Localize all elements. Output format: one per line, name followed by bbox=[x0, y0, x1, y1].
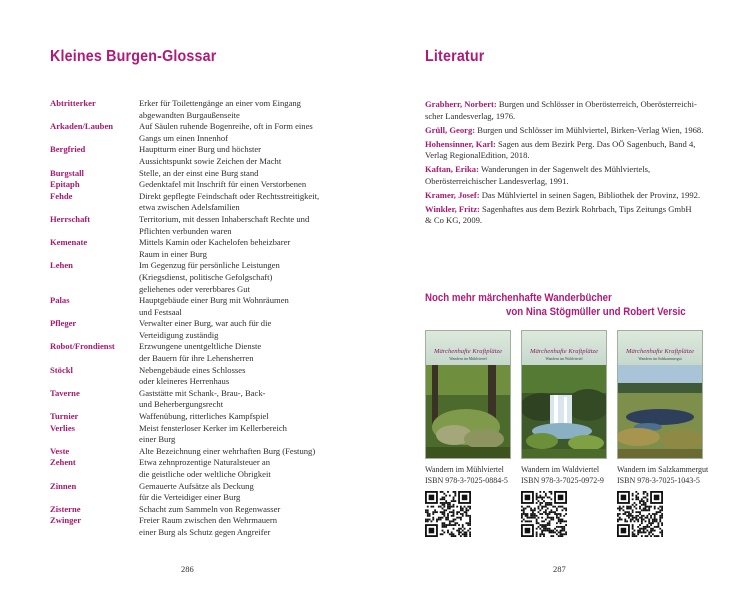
literature-text: & Co KG, 2009. bbox=[425, 215, 483, 226]
glossary-term: Zisterne bbox=[50, 503, 81, 514]
definition-line: für die Verteidiger einer Burg bbox=[139, 492, 241, 503]
book-isbn: ISBN 978-3-7025-0884-5 bbox=[425, 475, 508, 485]
glossary-definition bbox=[139, 411, 350, 423]
literature-author: Winkler, Fritz: bbox=[425, 203, 480, 214]
glossary-term: Zwinger bbox=[50, 515, 82, 526]
literature-author: Grabherr, Norbert: bbox=[425, 99, 497, 109]
glossary-term: Lehen bbox=[50, 260, 73, 271]
definition-line: Aussichtspunkt sowie Zeichen der Macht bbox=[139, 155, 282, 166]
glossary-definition bbox=[139, 504, 350, 516]
moor-photo bbox=[618, 365, 702, 458]
definition-line: Pflichten verbunden waren bbox=[139, 225, 232, 236]
book-title: Wandern im Mühlviertel bbox=[425, 465, 504, 474]
literature-author: Hohensinner, Karl: bbox=[425, 138, 496, 149]
definition-line: Stelle, an der einst eine Burg stand bbox=[139, 167, 259, 178]
definition-line: Gaststätte mit Schank-, Brau-, Back- bbox=[139, 387, 266, 398]
definition-line: Gedenktafel mit Inschrift für einen Verstorbenen bbox=[139, 179, 307, 190]
book-cover-title: Märchenhafte Kraftplätze bbox=[529, 348, 599, 355]
literature-text: scher Landesverlag, 1976. bbox=[425, 110, 516, 121]
glossary-term: Zehent bbox=[50, 457, 76, 468]
glossary-entry bbox=[50, 214, 350, 237]
glossary-term: Turnier bbox=[50, 411, 79, 422]
glossary-entry bbox=[50, 144, 350, 167]
definition-line: Erzwungene unentgeltliche Dienste bbox=[139, 341, 262, 352]
forest-photo bbox=[426, 365, 510, 458]
definition-line: der Bauern für ihre Lehensherren bbox=[139, 353, 254, 364]
literature-entry bbox=[425, 190, 715, 202]
glossary-entry bbox=[50, 515, 350, 538]
book-cover-subtitle: Wandern im Salzkammergut bbox=[638, 357, 682, 361]
glossary-list bbox=[50, 98, 350, 539]
definition-line: Territorium, mit dessen Inhaberschaft Rechte und bbox=[139, 213, 310, 224]
glossary-entry bbox=[50, 423, 350, 446]
glossary-definition bbox=[139, 481, 350, 504]
glossary-term: Robot/Frondienst bbox=[50, 341, 115, 352]
literature-text: Burgen und Schlösser im Mühlviertel, Birken-Verlag Wien, 1968. bbox=[475, 124, 704, 135]
literature-text: Das Mühlviertel in seinen Sagen, Bibliothek der Provinz, 1992. bbox=[479, 189, 701, 200]
glossary-term: Palas bbox=[50, 295, 70, 306]
promo-line-1: Noch mehr märchenhafte Wanderbücher bbox=[425, 292, 612, 304]
definition-line: und Beherbergungsrecht bbox=[139, 399, 224, 410]
definition-line: die geistliche oder weltliche Obrigkeit bbox=[139, 469, 271, 479]
book-isbn: ISBN 978-3-7025-1043-5 bbox=[617, 475, 700, 485]
definition-line: Hauptgebäude einer Burg mit Wohnräumen bbox=[139, 295, 289, 306]
literature-line bbox=[425, 176, 715, 188]
literature-line bbox=[425, 139, 715, 151]
book-caption-1 bbox=[425, 465, 508, 486]
definition-line: Gangs um einen Innenhof bbox=[139, 132, 229, 143]
literature-author: Kaftan, Erika: bbox=[425, 164, 479, 175]
glossary-definition bbox=[139, 423, 350, 446]
definition-line: Etwa zehnprozentige Naturalsteuer an bbox=[139, 457, 270, 468]
definition-line: einer Burg als Schutz gegen Angreifer bbox=[139, 526, 271, 537]
book-isbn: ISBN 978-3-7025-0972-9 bbox=[521, 475, 604, 485]
literature-entry bbox=[425, 164, 715, 187]
glossary-term: Veste bbox=[50, 445, 70, 456]
definition-line: Hauptturm einer Burg und höchster bbox=[139, 144, 262, 155]
definition-line: oder kleineres Herrenhaus bbox=[139, 376, 230, 387]
book-caption-3 bbox=[617, 465, 708, 486]
glossary-entry bbox=[50, 411, 350, 423]
glossary-entry bbox=[50, 504, 350, 516]
book-cover-title: Märchenhafte Kraftplätze bbox=[433, 348, 503, 355]
glossary-entry bbox=[50, 237, 350, 260]
literature-line bbox=[425, 215, 715, 227]
glossary-entry bbox=[50, 98, 350, 121]
definition-line: Waffenübung, ritterliches Kampfspiel bbox=[139, 411, 269, 422]
glossary-definition bbox=[139, 457, 350, 480]
literature-author: Kramer, Josef: bbox=[425, 189, 480, 200]
definition-line: etwa zwischen Adelsfamilien bbox=[139, 202, 240, 213]
literature-line bbox=[425, 111, 715, 123]
definition-line: abgewandten Burgaußenseite bbox=[139, 109, 240, 120]
definition-line: Schacht zum Sammeln von Regenwasser bbox=[139, 503, 281, 514]
literature-line bbox=[425, 204, 715, 216]
glossary-entry bbox=[50, 318, 350, 341]
glossary-heading: Kleines Burgen-Glossar bbox=[50, 48, 217, 65]
book-cover-subtitle: Wandern im Mühlviertel bbox=[449, 357, 487, 361]
glossary-entry bbox=[50, 121, 350, 144]
page-number-left: 286 bbox=[181, 564, 194, 574]
glossary-definition bbox=[139, 98, 350, 121]
literature-text: Sagen aus dem Bezirk Perg. Das OÖ Sagenbuch, Band 4, bbox=[495, 138, 696, 149]
literature-heading: Literatur bbox=[425, 48, 485, 65]
glossary-definition bbox=[139, 365, 350, 388]
glossary-term: Burgstall bbox=[50, 167, 84, 178]
definition-line: Mittels Kamin oder Kachelofen beheizbarer bbox=[139, 237, 291, 248]
literature-text: Burgen und Schlösser in Oberösterreich, Oberösterreichi- bbox=[496, 99, 697, 109]
glossary-entry bbox=[50, 365, 350, 388]
qr-code-icon[interactable] bbox=[617, 491, 663, 537]
literature-text: Verlag RegionalEdition, 2018. bbox=[425, 150, 530, 161]
book-title: Wandern im Salzkammergut bbox=[617, 465, 709, 474]
book-cover-muehlviertel bbox=[425, 330, 511, 459]
definition-line: Direkt gepflegte Feindschaft oder Rechtsstreitigkeit, bbox=[139, 190, 320, 201]
literature-line bbox=[425, 99, 715, 111]
glossary-term: Herrschaft bbox=[50, 213, 91, 224]
waterfall-photo bbox=[522, 365, 606, 458]
glossary-entry bbox=[50, 295, 350, 318]
glossary-definition bbox=[139, 388, 350, 411]
qr-code-icon[interactable] bbox=[425, 491, 471, 537]
glossary-definition bbox=[139, 446, 350, 458]
literature-entry bbox=[425, 99, 715, 122]
literature-list bbox=[425, 99, 715, 229]
definition-line: Erker für Toilettengänge an einer vom Eingang bbox=[139, 98, 301, 108]
book-title: Wandern im Waldviertel bbox=[521, 465, 600, 474]
glossary-entry bbox=[50, 341, 350, 364]
glossary-definition bbox=[139, 237, 350, 260]
definition-line: Alte Bezeichnung einer wehrhaften Burg (Festung) bbox=[139, 445, 316, 456]
glossary-term: Zinnen bbox=[50, 480, 77, 491]
glossary-definition bbox=[139, 260, 350, 295]
glossary-term: Epitaph bbox=[50, 179, 80, 190]
definition-line: Im Gegenzug für persönliche Leistungen bbox=[139, 260, 280, 271]
glossary-definition bbox=[139, 341, 350, 364]
literature-line bbox=[425, 150, 715, 162]
definition-line: geliehenes oder vererbbares Gut bbox=[139, 283, 250, 294]
glossary-definition bbox=[139, 144, 350, 167]
definition-line: Raum in einer Burg bbox=[139, 248, 207, 259]
glossary-term: Pfleger bbox=[50, 318, 77, 329]
promo-line-2: von Nina Stögmüller und Robert Versic bbox=[506, 306, 686, 318]
book-caption-2 bbox=[521, 465, 604, 486]
literature-line bbox=[425, 164, 715, 176]
definition-line: einer Burg bbox=[139, 434, 176, 445]
glossary-term: Bergfried bbox=[50, 144, 86, 155]
glossary-definition bbox=[139, 214, 350, 237]
glossary-entry bbox=[50, 457, 350, 480]
literature-text: Sagenhaftes aus dem Bezirk Rohrbach, Tips Zeitungs GmbH bbox=[479, 203, 692, 214]
glossary-entry bbox=[50, 191, 350, 214]
glossary-entry bbox=[50, 481, 350, 504]
qr-code-icon[interactable] bbox=[521, 491, 567, 537]
glossary-definition bbox=[139, 318, 350, 341]
glossary-term: Kemenate bbox=[50, 237, 88, 248]
definition-line: Verwalter einer Burg, war auch für die bbox=[139, 318, 272, 329]
glossary-entry bbox=[50, 168, 350, 180]
definition-line: und Festsaal bbox=[139, 306, 182, 317]
glossary-term: Stöckl bbox=[50, 364, 73, 375]
glossary-entry bbox=[50, 446, 350, 458]
glossary-definition bbox=[139, 121, 350, 144]
glossary-entry bbox=[50, 179, 350, 191]
glossary-term: Fehde bbox=[50, 190, 73, 201]
glossary-entry bbox=[50, 388, 350, 411]
literature-entry bbox=[425, 125, 715, 137]
glossary-term: Verlies bbox=[50, 422, 75, 433]
literature-line bbox=[425, 125, 715, 137]
definition-line: Gemauerte Aufsätze als Deckung bbox=[139, 480, 254, 491]
definition-line: (Kriegsdienst, politische Gefolgschaft) bbox=[139, 271, 273, 282]
glossary-definition bbox=[139, 191, 350, 214]
definition-line: Nebengebäude eines Schlosses bbox=[139, 364, 246, 375]
book-cover-salzkammergut bbox=[617, 330, 703, 459]
literature-author: Grüll, Georg: bbox=[425, 124, 476, 135]
literature-entry bbox=[425, 204, 715, 227]
glossary-definition bbox=[139, 515, 350, 538]
definition-line: Verteidigung zuständig bbox=[139, 329, 219, 340]
glossary-term: Abtritterker bbox=[50, 98, 96, 108]
literature-entry bbox=[425, 139, 715, 162]
definition-line: Freier Raum zwischen den Wehrmauern bbox=[139, 515, 278, 526]
literature-text: Wanderungen in der Sagenwelt des Mühlviertels, bbox=[478, 164, 651, 175]
literature-text: Oberösterreichischer Landesverlag, 1991. bbox=[425, 175, 569, 186]
glossary-term: Arkaden/Lauben bbox=[50, 121, 114, 132]
definition-line: Auf Säulen ruhende Bogenreihe, oft in Form eines bbox=[139, 121, 313, 132]
glossary-definition bbox=[139, 295, 350, 318]
book-cover-subtitle: Wandern im Waldviertel bbox=[545, 357, 583, 361]
glossary-definition bbox=[139, 168, 350, 180]
glossary-entry bbox=[50, 260, 350, 295]
book-cover-waldviertel bbox=[521, 330, 607, 459]
page-number-right: 287 bbox=[553, 564, 566, 574]
book-cover-title: Märchenhafte Kraftplätze bbox=[625, 348, 695, 355]
definition-line: Meist fensterloser Kerker im Kellerbereich bbox=[139, 422, 287, 433]
literature-line bbox=[425, 190, 715, 202]
glossary-definition bbox=[139, 179, 350, 191]
glossary-term: Taverne bbox=[50, 387, 80, 398]
